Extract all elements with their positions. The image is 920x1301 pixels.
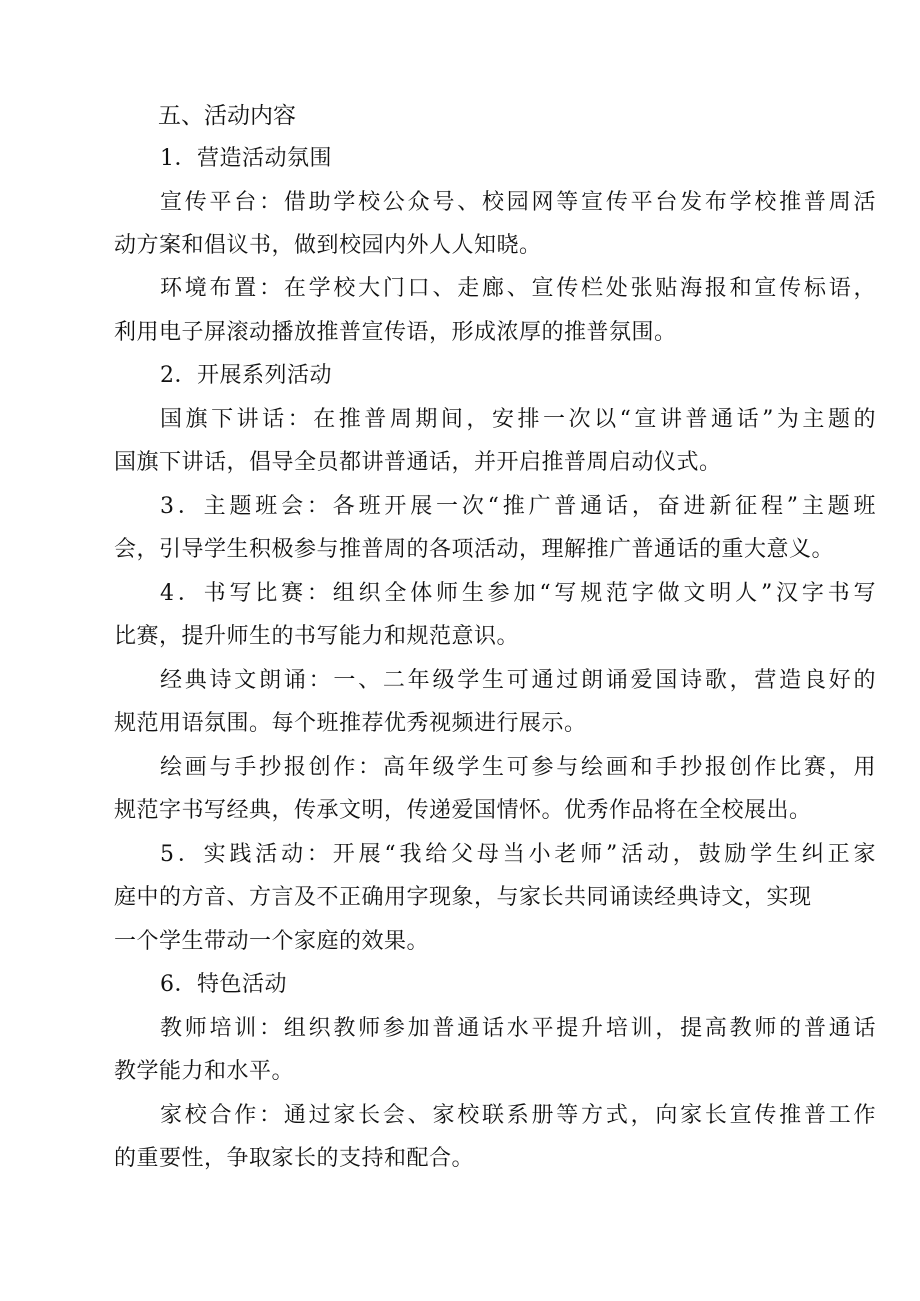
paragraph-line: 家校合作：通过家长会、家校联系册等方式，向家长宣传推普工作 bbox=[160, 1103, 876, 1128]
paragraph-line: 4．书写比赛：组织全体师生参加“写规范字做文明人”汉字书写 bbox=[160, 581, 876, 606]
paragraph-line: 宣传平台：借助学校公众号、校园网等宣传平台发布学校推普周活 bbox=[160, 190, 876, 215]
subheading-1: 1．营造活动氛围 bbox=[160, 146, 332, 171]
paragraph-line: 庭中的方音、方言及不正确用字现象，与家长共同诵读经典诗文，实现 bbox=[114, 885, 812, 910]
paragraph-line: 利用电子屏滚动播放推普宣传语，形成浓厚的推普氛围。 bbox=[114, 320, 677, 345]
paragraph-line: 一个学生带动一个家庭的效果。 bbox=[114, 929, 430, 954]
paragraph-line: 规范字书写经典，传承文明，传递爱国情怀。优秀作品将在全校展出。 bbox=[114, 798, 812, 823]
paragraph-line: 比赛，提升师生的书写能力和规范意识。 bbox=[114, 624, 520, 649]
paragraph-line: 规范用语氛围。每个班推荐优秀视频进行展示。 bbox=[114, 711, 587, 736]
paragraph-line: 教学能力和水平。 bbox=[114, 1059, 295, 1084]
paragraph-line: 绘画与手抄报创作：高年级学生可参与绘画和手抄报创作比赛，用 bbox=[160, 755, 876, 780]
paragraph-line: 环境布置：在学校大门口、走廊、宣传栏处张贴海报和宣传标语， bbox=[160, 276, 876, 301]
paragraph-line: 5．实践活动：开展“我给父母当小老师”活动，鼓励学生纠正家 bbox=[160, 842, 876, 867]
paragraph-line: 国旗下讲话：在推普周期间，安排一次以“宣讲普通话”为主题的 bbox=[160, 407, 876, 432]
paragraph-line: 教师培训：组织教师参加普通话水平提升培训，提高教师的普通话 bbox=[160, 1016, 876, 1041]
subheading-6: 6．特色活动 bbox=[160, 972, 287, 997]
paragraph-line: 动方案和倡议书，做到校园内外人人知晓。 bbox=[114, 233, 542, 258]
paragraph-line: 国旗下讲话，倡导全员都讲普通话，并开启推普周启动仪式。 bbox=[114, 450, 722, 475]
paragraph-line: 的重要性，争取家长的支持和配合。 bbox=[114, 1146, 475, 1171]
paragraph-line: 会，引导学生积极参与推普周的各项活动，理解推广普通话的重大意义。 bbox=[114, 537, 835, 562]
paragraph-line: 经典诗文朗诵：一、二年级学生可通过朗诵爱国诗歌，营造良好的 bbox=[160, 668, 876, 693]
section-heading: 五、活动内容 bbox=[158, 103, 296, 129]
subheading-2: 2．开展系列活动 bbox=[160, 363, 332, 388]
paragraph-line: 3．主题班会：各班开展一次“推广普通话，奋进新征程”主题班 bbox=[160, 494, 876, 519]
